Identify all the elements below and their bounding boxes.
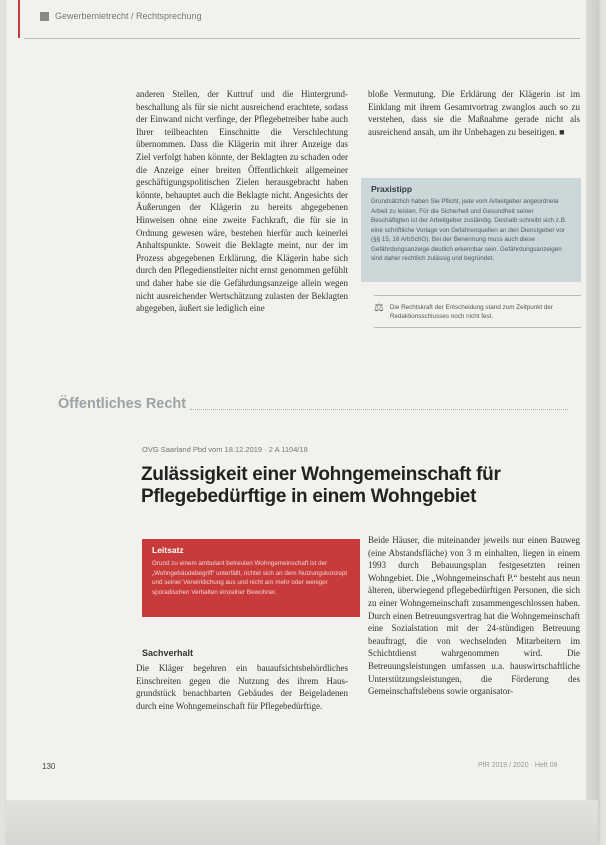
page-gutter-shade xyxy=(586,0,598,845)
sachverhalt-heading: Sachverhalt xyxy=(142,648,194,658)
section-dotted-rule xyxy=(190,399,568,410)
case-citation: OVG Saarland Pbd vom 18.12.2019 · 2 A 1104/18 xyxy=(142,445,308,454)
red-margin-mark xyxy=(18,0,20,38)
running-head-marker-icon xyxy=(40,12,49,21)
praxistipp-box xyxy=(361,178,581,282)
page-number: 130 xyxy=(42,762,56,771)
right-column-bottom-text: Beide Häuser, die miteinander jeweils nur einen Bauweg (eine Abstandsfläche) von 3 m einhalten, liegen in einem 1993 durch Bebauungsplan festgesetzten reinen Wohngebiet. Die „Wohngemeinschaft P.“ besteht aus neun älteren, überwiegend pflegebedürftigen Personen, die sich zu einer Wohngemeinschaft zusammengeschlossen haben. Durch einen Betreuungsvertrag hat die Wohngemeinschaft eine Sozialstation mit der 24-stündigen Betreuung beauftragt, die von wechselnden Mitarbeitern im Schichtdienst wahrgenommen wird. Die Betreuungsleistungen umfassen u.a. hauswirtschaftliche Unterstützungsleistungen, die Förderung des Gemeinschaftslebens sowie organisator- xyxy=(368,535,580,697)
leitsatz-box xyxy=(142,539,360,617)
sachverhalt-column xyxy=(136,662,348,712)
section-title: Öffentliches Recht xyxy=(58,396,187,412)
right-column-bottom xyxy=(368,534,580,698)
praxistipp-text: Grundsätzlich haben Sie Pflicht, jede vom Arbeitgeber angeordnete Arbeit zu leisten. Für die Sicherheit und Gesundheit seiner Beschäftigten ist der Arbeitgeber zuständig. Deshalb schreibt sich z.B. eine schriftliche Vorlage von Gefahrenquellen an den Dienstgeber vor (§§ 15, 16 ArbSchG). Bei der Benennung muss auch diese Gefährdungsanzeige deutlich erkennbar sein. Gefährdungsanzeigen sind daher rechtlich zulässig und begründet. xyxy=(371,198,567,262)
section-header xyxy=(58,396,568,412)
left-column-top xyxy=(136,88,348,315)
leitsatz-title: Leitsatz xyxy=(152,545,184,555)
article-title: Zulässigkeit einer Wohngemeinschaft für Pflegebedürftige in einem Wohngebiet xyxy=(141,464,501,507)
running-head xyxy=(40,11,202,21)
right-column-top-text: bloße Vermutung. Die Erklärung der Klägerin ist im Einklang mit ihrem Gesamtvortrag zwanglos auch so zu verstehen, dass sie die Maßnahme gerade nicht als ausreichend ansah, um ihr Unbehagen zu beseitigen. ■ xyxy=(368,89,580,137)
running-head-text: Gewerbemietrecht / Rechtsprechung xyxy=(55,11,202,21)
note-rule-top xyxy=(374,295,581,296)
left-column-top-text: anderen Stellen, der Kuttruf und die Hintergrundbeschallung als für sie nicht ausreichend erachtete, sodass der Einwand nicht verfinge, der Pflegebetreiber habe auch Ihrer teilbeachten Einschnitte die Verschlechtung übernommen. Dass die Klägerin mit ihrer Anzeige das Ziel verfolgt haben könnte, der Beklagten zu schaden oder die Anzeige einer breiten Öffentlichkeit allgemeiner geschäftigungspolitischen Zielen herausgebracht haben könnte, behauptet auch die Beklagte nicht. Angesichts der Äußerungen der Klägerin zu bereits abgegebenen Hinweisen ohne eine zweite Fachkraft, die für sie in Ordnung gewesen wäre, bestehen hierfür auch keinerlei Anhaltspunkte. Soweit die Beklagte meint, nur der im Prozess abgegebenen Erklärung, die Klägerin habe sich durch den Pflegedienstleiter nicht ernst genommen gefühlt und daher habe sie die Gefährdungsanzeige allein wegen nicht ausreichender Wertschätzung zulasten der Beklagten abgegeben, äußert sie lediglich eine xyxy=(136,89,348,314)
scales-icon: ⚖ xyxy=(374,302,384,314)
right-column-top xyxy=(368,88,580,138)
journal-footer: PfR 2019 / 2020 · Heft 08 xyxy=(478,762,558,769)
leitsatz-text: Grund zu einem ambulant betreuten Wohngemeinschaft ist der „Wohngebäudebegriff“ unterfällt, richtet sich an dem Nutzungskonzept und seiner Verwirklichung aus und nicht am mehr oder weniger sporadischen Verhalten einzelner Bewohner. xyxy=(152,560,348,596)
sachverhalt-text: Die Kläger begehren ein bauaufsichtsbehördliches Einschreiten gegen die Nutzung des ihrem Hausgrundstück benachbarten Gebäudes der Beigeladenen durch eine Wohngemeinschaft für Pflegebedürftige. xyxy=(136,663,348,711)
legal-note xyxy=(374,303,584,321)
page-bottom-shadow xyxy=(6,800,598,845)
document-page xyxy=(6,0,598,845)
top-rule xyxy=(24,38,580,39)
note-rule-bottom xyxy=(374,327,581,328)
legal-note-text: Die Rechtskraft der Entscheidung stand zum Zeitpunkt der Redaktionsschlusses noch nicht fest. xyxy=(389,304,553,320)
praxistipp-title: Praxistipp xyxy=(371,184,413,194)
